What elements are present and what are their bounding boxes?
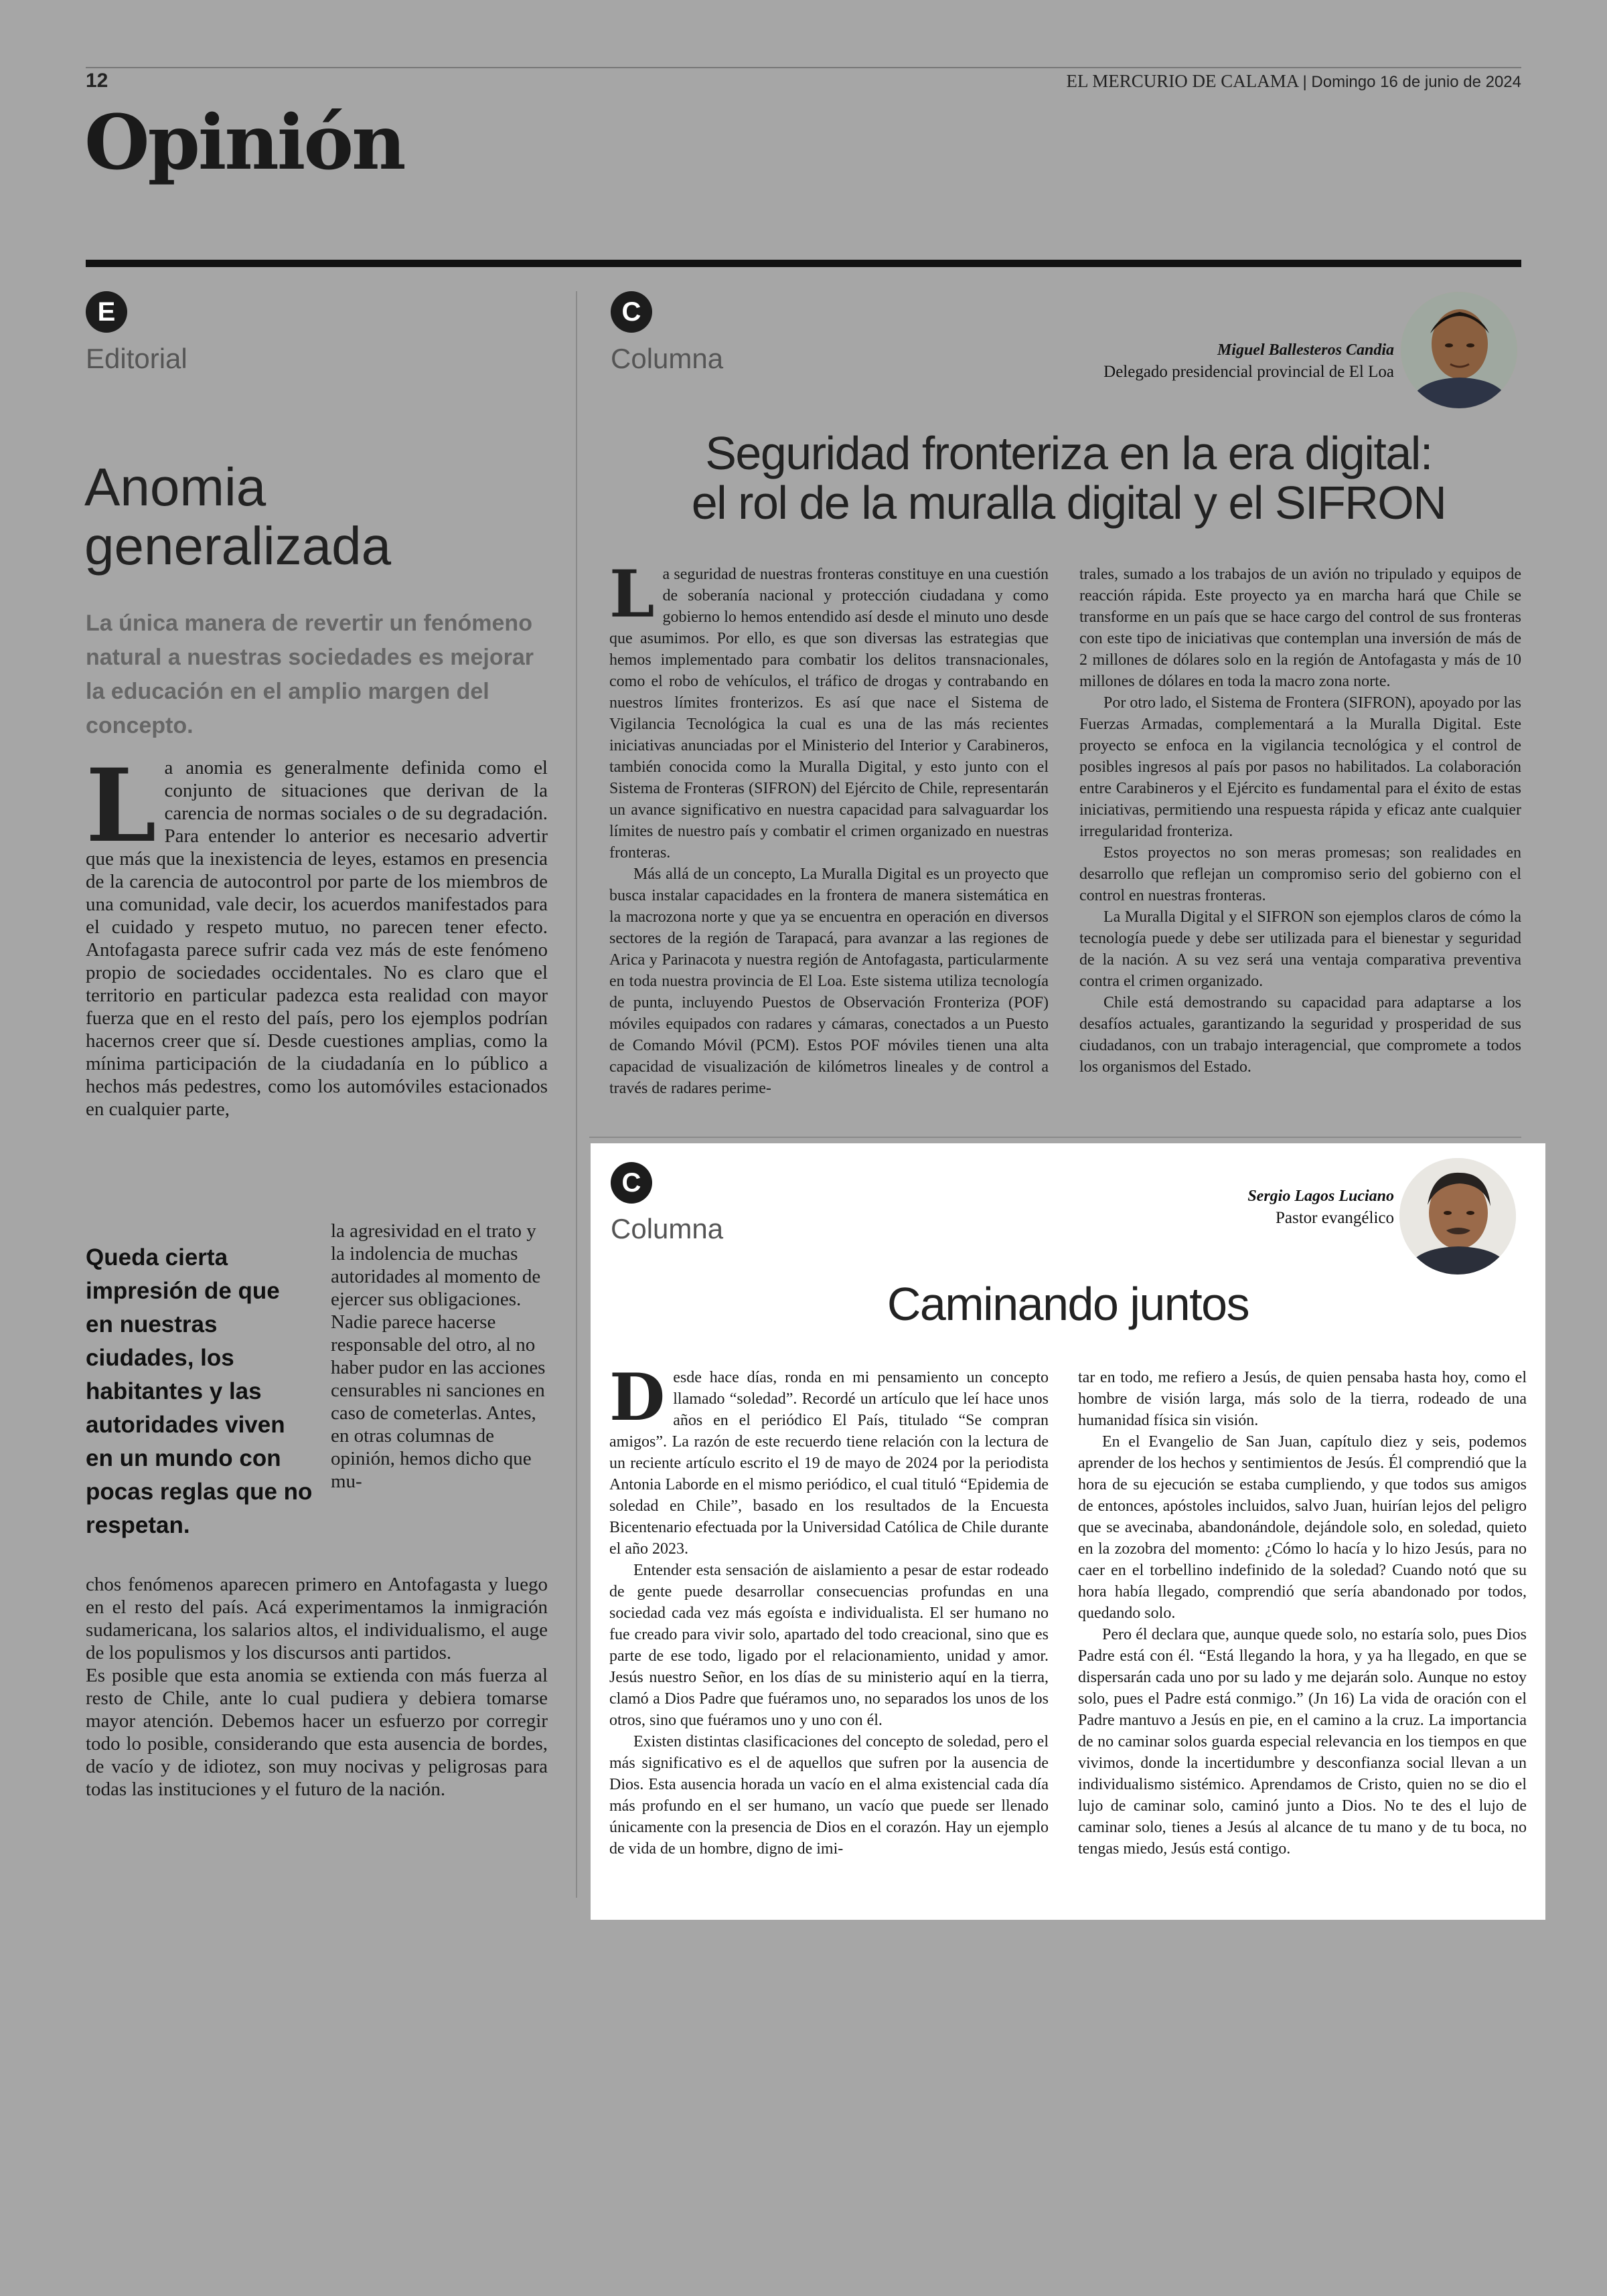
column2-a-paragraph-1: esde hace días, ronda en mi pensamiento un concepto llamado “soledad”. Recordé un artículo que leí hace unos años en el periódico El País, titulado “Se compran amigos”. La razón de este recuerdo tiene relación con la lectura de un reciente artículo escrito el 19 de mayo de 2024 por la periodista Antonia Laborde en el mismo periódico, el cual tituló “Epidemia de soledad en Chile”, basado en los resultados de la Encuesta Bicentenario efectuada por la Universidad Católica de Chile durante el año 2023. [609, 1369, 1049, 1558]
editorial-body-bottom [86, 1573, 548, 1801]
editorial-pull-quote: Queda cierta impresión de que en nuestras ciudades, los habitantes y las autoridades viven en un mundo con pocas reglas que no respetan. [86, 1244, 313, 1538]
column2-col-b [1078, 1367, 1527, 1860]
column2-a-paragraph-3: Existen distintas clasificaciones del concepto de soledad, pero el más significativo es el de aquellos que sufren por la ausencia de Dios. Esta ausencia horada un vacío en el alma existencial cada día más profundo en el ser humano, un vacío que puede ser llenado únicamente con la presencia de Dios en el corazón. Hay un ejemplo de vida de un hombre, digno de imi- [609, 1733, 1049, 1858]
column2-b-paragraph-1: tar en todo, me refiero a Jesús, de quien pensaba hasta hoy, como el hombre de visión larga, más solo de la tierra, rodeado de una humanidad física sin visión. [1078, 1369, 1527, 1429]
masthead-line [1067, 71, 1522, 92]
column-divider [576, 291, 577, 1898]
column2-b-paragraph-2: En el Evangelio de San Juan, capítulo diez y seis, podemos aprender de los hechos y sentimientos de Jesús. Él comprendió que la hora de su ejecución se estaba cumpliendo, y que todos sus amigos de entonces, apóstoles incluidos, salvo Juan, huirían lejos del peligro que se avecinaba, abandonándole, dejándole solo, en soledad, quieto en la zozobra del momento: ¿Cómo lo hacía y lo hizo Jesús, para no caer en el torbellino indefinido de la soledad? Cuando notó que su hora había llegado, comprendió que sería abandonado por todos, quedando solo. [1078, 1433, 1527, 1622]
column1-author-role: Delegado presidencial provincial de El Loa [1103, 363, 1394, 381]
column2-badge: C [611, 1162, 652, 1204]
editorial-paragraph-4: chos fenómenos aparecen primero en Antofagasta y luego en el resto del país. Acá experimentamos la inmigración sudamericana, los salarios altos, el individualismo, el auge de los populismos y los discursos anti partidos. [86, 1574, 548, 1663]
editorial-lead: La única manera de revertir un fenómeno natural a nuestras sociedades es mejorar la educación en el amplio margen del concepto. [86, 610, 534, 738]
column1-b-paragraph-1: trales, sumado a los trabajos de un avión no tripulado y equipos de reacción rápida. Este proyecto ya en marcha hará que Chile se transforme en un país que se hace cargo del control de sus fronteras con este tipo de iniciativas que contemplan una inversión de más de 2 millones de dólares solo en la región de Antofagasta y más de 10 millones de dólares en toda la macro zona norte. [1079, 566, 1521, 690]
editorial-dropcap: L [86, 747, 157, 865]
column2-box [591, 1143, 1545, 1920]
column2-author-photo [1399, 1158, 1516, 1275]
column1-author-name: Miguel Ballesteros Candia [1217, 341, 1394, 359]
section-thick-rule [86, 260, 1521, 267]
editorial-side-column [331, 1220, 548, 1493]
column1-b-paragraph-5: Chile está demostrando su capacidad para adaptarse a los desafíos actuales, garantizando la seguridad y prosperidad de sus ciudadanos, con un trabajo interagencial, que compromete a todos los organismos del Estado. [1079, 994, 1521, 1076]
column1-label: Columna [611, 343, 724, 374]
column1-a-paragraph-1: a seguridad de nuestras fronteras constituye en una cuestión de soberanía nacional y protección ciudadana y como gobierno lo hemos entendido así desde el minuto uno desde que asumimos. Por ello, es que son diversas las estrategias que hemos implementado para combatir los delitos transnacionales, como el robo de vehículos, el tráfico de drogas y contrabando en nuestros límites fronterizos. Es así que nace el Sistema de Vigilancia Tecnológica la cual es una de las más recientes iniciativas anunciadas por el Ministerio del Interior y Carabineros, también conocida como la Muralla Digital, y esto junto con el Sistema de Fronteras (SIFRON) del Ejército de Chile, representarán un avance significativo en nuestra capacidad para salvaguardar los límites de nuestro país y combatir el crimen organizado en nuestras fronteras. [609, 566, 1049, 862]
editorial-title: Anomia generalizada [84, 457, 392, 576]
editorial-paragraph-1: a anomia es generalmente definida como el conjunto de situaciones que derivan de la carencia de normas sociales o de su degradación. Para entender lo anterior es necesario advertir que más que la inexistencia de leyes, estamos en presencia de la carencia de autocontrol por parte de los miembros de una comunidad, vale decir, los acuerdos manifestados para el cuidado y respeto mutuo, no parecen tener efecto. Antofagasta parece sufrir cada vez más de este fenómeno propio de sociedades occidentales. No es claro que el territorio en particular padezca esta realidad con mayor fuerza que en el resto del país, pero los ejemplos podrían hacernos creer que sí. Desde cuestiones amplias, como la mínima participación de la ciudadanía en lo público a hechos más pedestres, como los automóviles estacionados en cualquier parte, [86, 757, 548, 1120]
column1-badge: C [611, 291, 652, 333]
column1-dropcap: L [609, 556, 655, 632]
column2-b-paragraph-3: Pero él declara que, aunque quede solo, no estaría solo, pues Dios Padre está con él. “Está llegando la hora, y ya ha llegado, en que se dispersarán cada uno por su lado y me dejarán solo. Aunque no estoy solo, pues el Padre está conmigo.” (Jn 16) La vida de oración con el Padre mantuvo a Jesús en pie, en el camino a la cruz. La importancia de no caminar solos guarda especial relevancia en los tiempos en que vivimos, donde la incertidumbre y desconfianza social llevan a un individualismo sistémico. Aprendamos de Cristo, quien no se dio el lujo de caminar solo, caminó junto a Dios. No te des el lujo de caminar solo, tienes a Jesús al alcance de tu mano y de tu boca, no tengas miedo, Jesús está contigo. [1078, 1626, 1527, 1858]
column1-title-line2: el rol de la muralla digital y el SIFRON [691, 477, 1446, 529]
editorial-paragraph-5: Es posible que esta anomia se extienda con más fuerza al resto de Chile, ante lo cual pudiera y debiera tomarse mayor atención. Debemos hacer un esfuerzo por corregir todo lo posible, considerando que esta ausencia de bordes, de vacío y de idiotez, son muy nocivas y peligrosas para todas las instituciones y el futuro de la nación. [86, 1665, 548, 1800]
editorial-paragraph-2: la agresividad en el trato y la indolencia de muchas autoridades al momento de ejercer sus obligaciones. [331, 1220, 541, 1310]
column1-title [616, 428, 1521, 527]
author-portrait-icon [1399, 1158, 1516, 1275]
page-number: 12 [86, 70, 108, 92]
editorial-paragraph-3: Nadie parece hacerse responsable del otro, al no haber pudor en las acciones censurables ni sanciones en caso de cometerlas. Antes, en otras columnas de opinión, hemos dicho que mu- [331, 1311, 546, 1492]
column2-label: Columna [611, 1213, 724, 1244]
editorial-badge: E [86, 291, 127, 333]
editorial-label: Editorial [86, 343, 187, 374]
section-title: Opinión [84, 99, 404, 187]
column2-dropcap: D [609, 1360, 666, 1435]
column1-b-paragraph-2: Por otro lado, el Sistema de Frontera (SIFRON), apoyado por las Fuerzas Armadas, complementará a la Muralla Digital. Este proyecto se enfoca en la vigilancia tecnológica y el control de posibles ingresos al país por pasos no habilitados. La colaboración entre Carabineros y el Ejército es fundamental para el éxito de estas iniciativas, permitiendo una respuesta rápida y eficaz ante cualquier irregularidad fronteriza. [1079, 694, 1521, 840]
column2-col-a [609, 1360, 1049, 1860]
publication-date: | Domingo 16 de junio de 2024 [1302, 73, 1521, 91]
column2-author-name: Sergio Lagos Luciano [1247, 1187, 1394, 1205]
column1-a-paragraph-2: Más allá de un concepto, La Muralla Digital es un proyecto que busca instalar capacidades en la frontera de manera sistemática en la macrozona norte y que ya se encuentra en operación en diversos sectores de la región de Tarapacá, para avanzar a las regiones de Arica y Parinacota y nuestra región de Antofagasta, particularmente en toda nuestra provincia de El Loa. Este sistema utiliza tecnología de punta, incluyendo Puestos de Observación Fronteriza (POF) móviles equipados con radares y cámaras, conectados a un Puesto de Comando Móvil (PCM). Estos POF móviles tienen una alta capacidad de visualización de kilómetros lineales y de control a través de radares perime- [609, 866, 1049, 1097]
author-portrait-icon [1401, 292, 1517, 408]
column1-title-line1: Seguridad fronteriza en la era digital: [705, 427, 1432, 479]
column2-title: Caminando juntos [887, 1278, 1249, 1330]
column2-a-paragraph-2: Entender esta sensación de aislamiento a pesar de estar rodeado de gente puede desarrollar consecuencias profundas en una sociedad cada vez más egoísta e individualista. El ser humano no fue creado para vivir solo, apartado del todo creacional, sino que es parte de ese todo, ligado por el relacionamiento, unidad y amor. Jesús nuestro Señor, en los días de su ministerio aquí en la tierra, clamó a Dios Padre que fuéramos uno, no separados los unos de los otros, sino que fuéramos uno y uno con él. [609, 1562, 1049, 1729]
column1-col-a [609, 556, 1049, 1099]
column1-author-photo [1401, 292, 1517, 408]
column1-col-b [1079, 564, 1521, 1078]
column2-author-role: Pastor evangélico [1275, 1209, 1394, 1227]
column1-bottom-rule [589, 1137, 1521, 1138]
top-thin-rule [86, 67, 1521, 68]
editorial-body-top [86, 747, 548, 1121]
publication-name: EL MERCURIO DE CALAMA [1066, 71, 1298, 91]
column1-b-paragraph-3: Estos proyectos no son meras promesas; son realidades en desarrollo que reflejan un compromiso serio del gobierno con el control en nuestras fronteras. [1079, 844, 1521, 904]
column1-b-paragraph-4: La Muralla Digital y el SIFRON son ejemplos claros de cómo la tecnología puede y debe ser utilizada para el bienestar y seguridad de la nación. A su vez será una ventaja comparativa preventiva contra el crimen organizado. [1079, 908, 1521, 990]
